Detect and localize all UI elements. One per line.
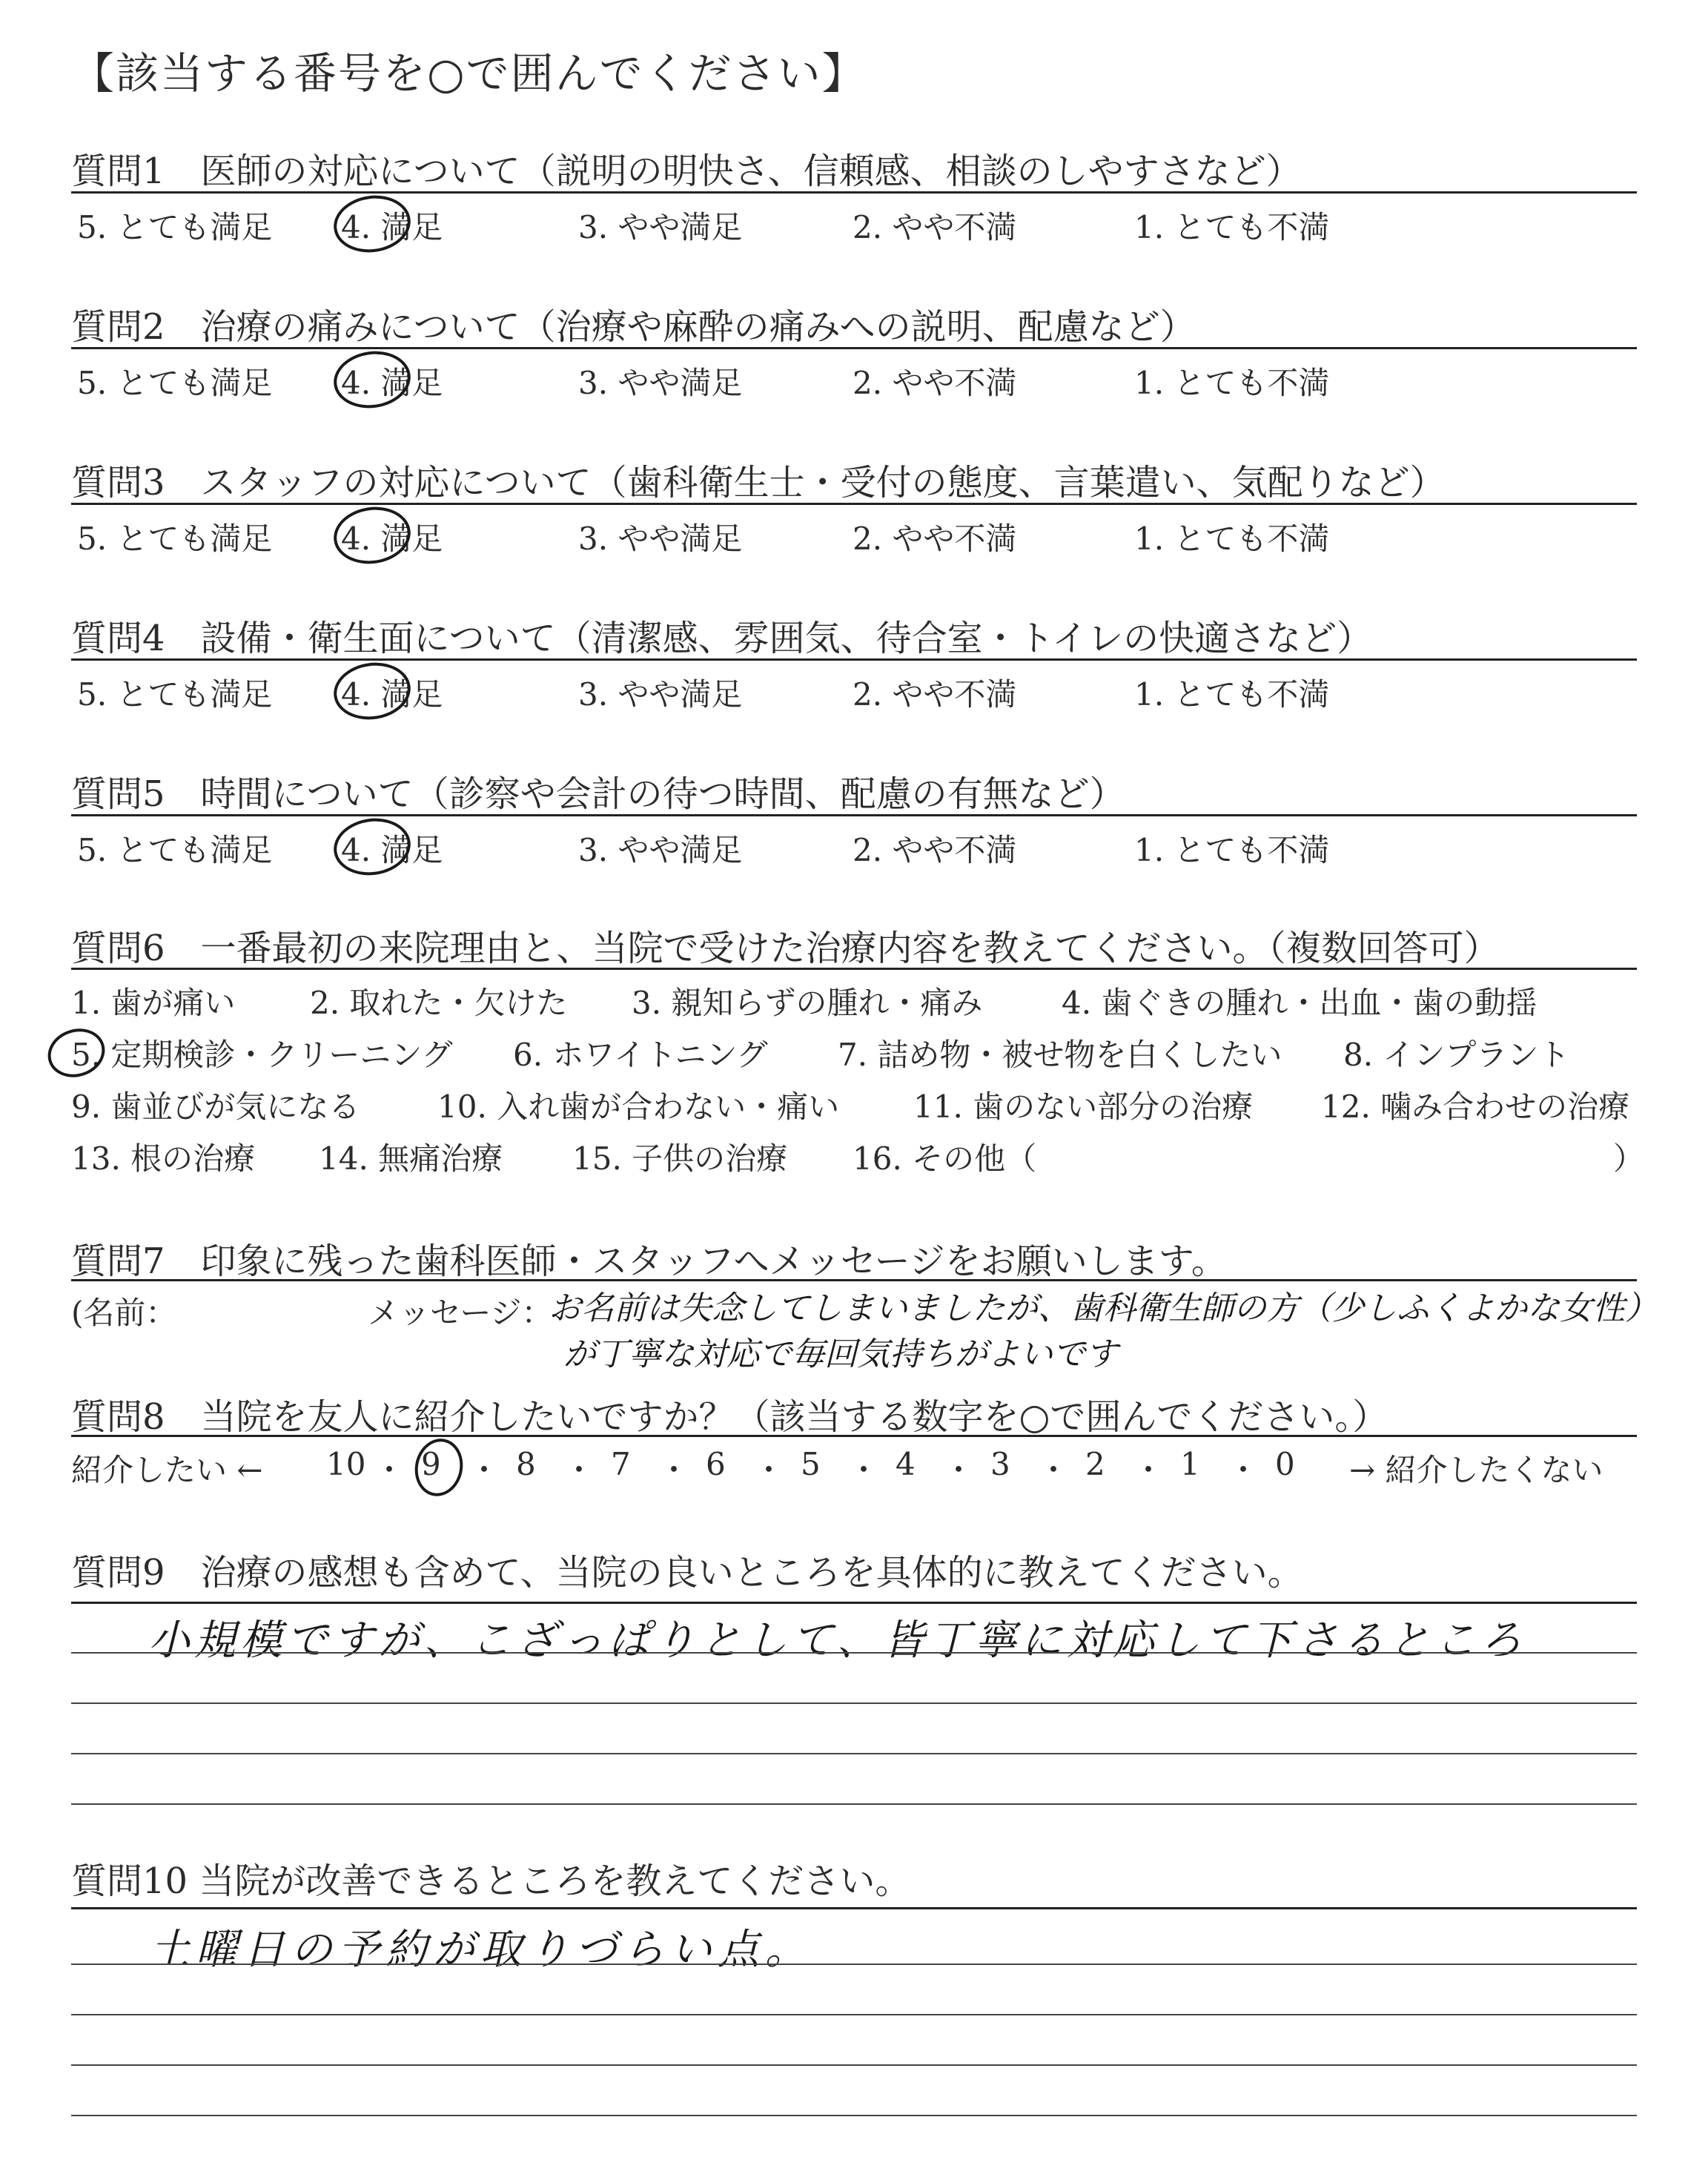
q8-scale-value: 4 bbox=[896, 1446, 916, 1482]
q8-scale-separator: ・ bbox=[1228, 1452, 1260, 1488]
answer-line bbox=[71, 1652, 1637, 1654]
q9-label: 質問9 治療の感想も含めて、当院の良いところを具体的に教えてください。 bbox=[71, 1552, 1303, 1593]
rating-option: 2. やや不満 bbox=[853, 209, 1017, 245]
form-header: 【該当する番号を○で囲んでください】 bbox=[71, 48, 867, 99]
q10-answer: 土曜日の予約が取りづらい点。 bbox=[148, 1926, 812, 1974]
rating-option: 5. とても満足 bbox=[77, 365, 273, 401]
q6-close-paren: ） bbox=[1613, 1140, 1645, 1177]
q8-scale-separator: ・ bbox=[943, 1452, 975, 1488]
q8-scale-value: 3 bbox=[990, 1446, 1010, 1482]
question-label: 質問2 治療の痛みについて（治療や麻酔の痛みへの説明、配慮など） bbox=[71, 306, 1196, 348]
divider bbox=[71, 658, 1637, 661]
q6-option: 10. 入れ歯が合わない・痛い bbox=[437, 1089, 840, 1125]
question-label: 質問5 時間について（診察や会計の待つ時間、配慮の有無など） bbox=[71, 773, 1125, 815]
q7-message-line2: が丁寧な対応で毎回気持ちがよいです bbox=[563, 1335, 1118, 1373]
rating-option: 2. やや不満 bbox=[853, 676, 1017, 713]
q8-left-label: 紹介したい ← bbox=[71, 1452, 263, 1488]
q8-scale-separator: ・ bbox=[563, 1452, 595, 1488]
rating-option: 5. とても満足 bbox=[77, 676, 273, 713]
rating-option: 4. 満足 bbox=[341, 676, 443, 713]
q8-scale-value: 8 bbox=[516, 1446, 536, 1482]
rating-option: 4. 満足 bbox=[341, 365, 443, 401]
rating-option: 3. やや満足 bbox=[578, 676, 743, 713]
q7-message-label: メッセージ： bbox=[368, 1295, 553, 1331]
divider bbox=[71, 968, 1637, 970]
q6-option: 4. 歯ぐきの腫れ・出血・歯の動揺 bbox=[1062, 985, 1537, 1021]
q7-label: 質問7 印象に残った歯科医師・スタッフへメッセージをお願いします。 bbox=[71, 1241, 1227, 1282]
answer-line bbox=[71, 1753, 1637, 1754]
rating-option: 2. やや不満 bbox=[853, 365, 1017, 401]
q6-option: 12. 噛み合わせの治療 bbox=[1321, 1089, 1630, 1125]
q8-scale-value: 10 bbox=[326, 1446, 366, 1482]
q6-option: 16. その他（ bbox=[853, 1140, 1037, 1177]
rating-option: 4. 満足 bbox=[341, 209, 443, 245]
rating-option: 4. 満足 bbox=[341, 521, 443, 557]
q6-option: 9. 歯並びが気になる bbox=[71, 1089, 360, 1125]
divider bbox=[71, 191, 1637, 194]
q8-scale-separator: ・ bbox=[658, 1452, 690, 1488]
q6-option: 6. ホワイトニング bbox=[513, 1037, 768, 1073]
q8-scale-separator: ・ bbox=[374, 1452, 406, 1488]
q8-selection-circle bbox=[410, 1434, 469, 1501]
rating-option: 1. とても不満 bbox=[1134, 521, 1330, 557]
q7-name-label: (名前： bbox=[71, 1295, 177, 1331]
rating-option: 1. とても不満 bbox=[1134, 832, 1330, 868]
q6-option: 3. 親知らずの腫れ・痛み bbox=[632, 985, 983, 1021]
divider bbox=[71, 503, 1637, 505]
question-label: 質問4 設備・衛生面について（清潔感、雰囲気、待合室・トイレの快適さなど） bbox=[71, 618, 1373, 659]
q8-scale-separator: ・ bbox=[753, 1452, 785, 1488]
answer-line bbox=[71, 2064, 1637, 2066]
q8-label: 質問8 当院を友人に紹介したいですか？（該当する数字を○で囲んでください。） bbox=[71, 1396, 1388, 1438]
answer-line bbox=[71, 1702, 1637, 1704]
q8-scale-value: 7 bbox=[611, 1446, 631, 1482]
q6-option: 5. 定期検診・クリーニング bbox=[71, 1037, 453, 1073]
q8-scale-separator: ・ bbox=[1133, 1452, 1165, 1488]
rating-option: 3. やや満足 bbox=[578, 365, 743, 401]
rating-option: 5. とても満足 bbox=[77, 832, 273, 868]
rating-option: 5. とても満足 bbox=[77, 209, 273, 245]
divider bbox=[71, 1907, 1637, 1909]
q6-option: 1. 歯が痛い bbox=[71, 985, 236, 1021]
q6-option: 7. 詰め物・被せ物を白くしたい bbox=[838, 1037, 1282, 1073]
q6-option: 2. 取れた・欠けた bbox=[310, 985, 568, 1021]
q8-scale-value: 5 bbox=[801, 1446, 821, 1482]
q8-scale-value: 0 bbox=[1275, 1446, 1295, 1482]
rating-option: 2. やや不満 bbox=[853, 832, 1017, 868]
rating-option: 2. やや不満 bbox=[853, 521, 1017, 557]
q7-message-line1: お名前は失念してしまいましたが、歯科衛生師の方（少しふくよかな女性） bbox=[549, 1289, 1658, 1327]
q8-scale-separator: ・ bbox=[848, 1452, 880, 1488]
q10-label: 質問10 当院が改善できるところを教えてください。 bbox=[71, 1860, 911, 1902]
question-label: 質問1 医師の対応について（説明の明快さ、信頼感、相談のしやすさなど） bbox=[71, 151, 1302, 192]
divider bbox=[71, 1602, 1637, 1604]
q9-answer: 小規模ですが、こざっぱりとして、皆丁寧に対応して下さるところ bbox=[148, 1616, 1526, 1665]
q8-scale-value: 2 bbox=[1085, 1446, 1105, 1482]
divider bbox=[71, 347, 1637, 349]
rating-option: 5. とても満足 bbox=[77, 521, 273, 557]
rating-option: 4. 満足 bbox=[341, 832, 443, 868]
answer-line bbox=[71, 1964, 1637, 1965]
q6-option: 14. 無痛治療 bbox=[319, 1140, 503, 1177]
rating-option: 3. やや満足 bbox=[578, 209, 743, 245]
rating-option: 1. とても不満 bbox=[1134, 365, 1330, 401]
q6-option: 8. インプラント bbox=[1343, 1037, 1570, 1073]
question-label: 質問3 スタッフの対応について（歯科衛生士・受付の態度、言葉遣い、気配りなど） bbox=[71, 462, 1446, 503]
q8-scale-separator: ・ bbox=[1038, 1452, 1070, 1488]
divider bbox=[71, 1435, 1637, 1437]
q8-scale-separator: ・ bbox=[469, 1452, 500, 1488]
q6-label: 質問6 一番最初の来院理由と、当院で受けた治療内容を教えてください。（複数回答可） bbox=[71, 928, 1500, 969]
q6-option: 13. 根の治療 bbox=[71, 1140, 256, 1177]
q8-scale-value: 1 bbox=[1180, 1446, 1200, 1482]
answer-line bbox=[71, 2115, 1637, 2116]
rating-option: 3. やや満足 bbox=[578, 832, 743, 868]
q6-option: 11. 歯のない部分の治療 bbox=[913, 1089, 1254, 1125]
divider bbox=[71, 814, 1637, 816]
q8-right-label: → 紹介したくない bbox=[1349, 1452, 1603, 1488]
answer-line bbox=[71, 1803, 1637, 1805]
q6-option: 15. 子供の治療 bbox=[572, 1140, 788, 1177]
rating-option: 1. とても不満 bbox=[1134, 209, 1330, 245]
rating-option: 1. とても不満 bbox=[1134, 676, 1330, 713]
answer-line bbox=[71, 2014, 1637, 2015]
rating-option: 3. やや満足 bbox=[578, 521, 743, 557]
q8-scale-value: 9 bbox=[421, 1446, 441, 1482]
q8-scale-value: 6 bbox=[706, 1446, 726, 1482]
